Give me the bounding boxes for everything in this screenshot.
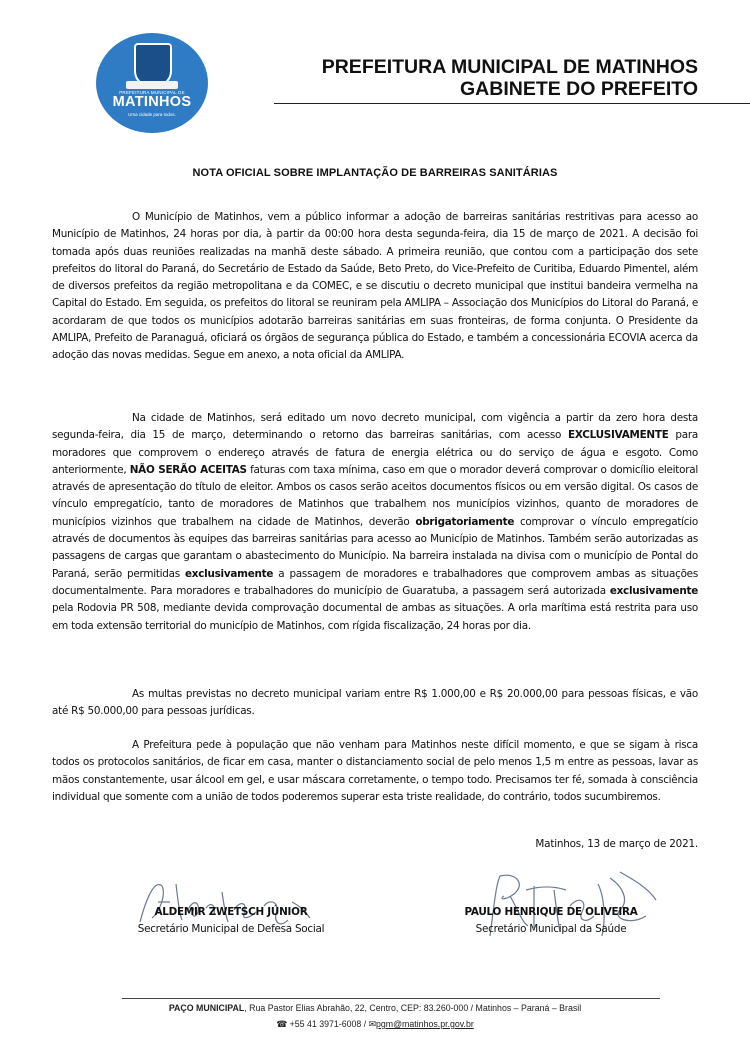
footer-divider bbox=[122, 998, 660, 999]
logo-name: MATINHOS bbox=[112, 94, 192, 110]
paragraph-2 bbox=[52, 410, 698, 635]
p2-bold-exclusivamente-2: exclusivamente bbox=[185, 567, 274, 580]
signer-name: ALDEMIR ZWETSCH JÚNIOR bbox=[154, 906, 308, 918]
signer-role: Secretário Municipal da Saúde bbox=[475, 923, 627, 935]
footer-place: PAÇO MUNICIPAL bbox=[168, 1003, 245, 1013]
ribbon-icon bbox=[126, 81, 178, 89]
p2-text-i: a passagem de moradores e trabalhadores que comprovem ambas as situações documentalmente. Para moradores e trabalhadores do município de Guaratuba, a passagem será autorizada bbox=[52, 567, 698, 597]
footer-address bbox=[52, 1003, 698, 1013]
p2-text-a: Na cidade de Matinhos, será editado um novo decreto municipal, com vigência a partir da zero hora desta segunda-feira, dia 15 de março, determinando o retorno das barreiras sanitárias, com acesso bbox=[52, 412, 698, 442]
envelope-icon: ✉ bbox=[368, 1019, 377, 1029]
signer-name: PAULO HENRIQUE DE OLIVEIRA bbox=[464, 906, 638, 918]
footer-phone: +55 41 3971-6008 / bbox=[289, 1019, 367, 1029]
municipality-logo bbox=[96, 33, 208, 133]
signature-block-right bbox=[420, 904, 682, 938]
p2-text-e: faturas com taxa mínima, caso em que o morador deverá comprovar o domicílio eleitoral através de apresentação do título de eleitor. Ambos os casos serão aceitos documentos físicos ou em versão digital. Os casos de vínculo empregatício, tanto de moradores de Matinhos que trabalhem nos municípios vizinhos, quanto de moradores de municípios vizinhos que trabalhem na cidade de Matinhos, deverão bbox=[52, 463, 698, 528]
p2-bold-exclusivamente: EXCLUSIVAMENTE bbox=[567, 429, 669, 442]
p2-bold-obrigatoriamente: obrigatoriamente bbox=[415, 515, 515, 528]
p2-bold-exclusivamente-3: exclusivamente bbox=[609, 584, 698, 597]
paragraph-1: O Município de Matinhos, vem a público informar a adoção de barreiras sanitárias restritivas para acesso ao Município de Matinhos, 24 horas por dia, à partir da 00:00 hora desta segunda-feira, dia 15 de março de 2021. A decisão foi tomada após duas reuniões realizadas na manhã deste sábado. A primeira reunião, que contou com a participação dos sete prefeitos do litoral do Paraná, do Secretário de Estado da Saúde, Beto Preto, do Vice-Prefeito de Curitiba, Eduardo Pimentel, além de diversos prefeitos da região metropolitana e da COMEC, e se discutiu o decreto municipal que institui bandeira vermelha na Capital do Estado. Em seguida, os prefeitos do litoral se reuniram pela AMLIPA – Associação dos Municípios do Litoral do Paraná, e acordaram de que todos os municípios adotarão barreiras sanitárias em suas fronteiras, de forma conjunta. O Presidente da AMLIPA, Prefeito de Paranaguá, oficiará os órgãos de segurança pública do Estado, e também a concessionária ECOVIA acerca da adoção das novas medidas. Segue em anexo, a nota oficial da AMLIPA. bbox=[52, 211, 698, 362]
letterhead bbox=[322, 56, 698, 100]
logo-slogan: Uma cidade para todos. bbox=[128, 112, 176, 117]
p2-text-k: pela Rodovia PR 508, mediante devida comprovação documental de ambas as situações. A orla marítima está restrita para uso em toda extensão territorial do município de Matinhos, com rígida fiscalização, 24 horas por dia. bbox=[52, 602, 698, 632]
signature-block-left bbox=[100, 904, 362, 938]
p2-bold-nao-serao-aceitas: NÃO SERÃO ACEITAS bbox=[129, 463, 247, 476]
letterhead-line1: PREFEITURA MUNICIPAL DE MATINHOS bbox=[321, 56, 698, 78]
phone-icon: ☎ bbox=[276, 1019, 288, 1029]
document-title: NOTA OFICIAL SOBRE IMPLANTAÇÃO DE BARREIRAS SANITÁRIAS bbox=[192, 167, 558, 179]
header-divider bbox=[274, 103, 750, 104]
letterhead-line2: GABINETE DO PREFEITO bbox=[460, 78, 698, 100]
footer-address-text: , Rua Pastor Elias Abrahão, 22, Centro, CEP: 83.260-000 / Matinhos – Paraná – Brasil bbox=[244, 1003, 582, 1013]
paragraph-3: As multas previstas no decreto municipal variam entre R$ 1.000,00 e R$ 20.000,00 para pessoas físicas, e vão até R$ 50.000,00 para pessoas jurídicas. bbox=[52, 688, 698, 718]
p2-text-g: comprovar o vínculo empregatício através de documentos às equipes das barreiras sanitárias para acesso ao Município de Matinhos. Também serão autorizadas as passagens de cargas que garantam o abastecimento do Município. Na barreira instalada na divisa com o município de Pontal do Paraná, serão permitidas bbox=[52, 515, 699, 580]
signer-role: Secretário Municipal de Defesa Social bbox=[137, 923, 325, 935]
footer-email-link[interactable]: pgm@matinhos.pr.gov.br bbox=[376, 1019, 474, 1029]
logo-small-text: PREFEITURA MUNICIPAL DE bbox=[119, 90, 185, 95]
paragraph-4: A Prefeitura pede à população que não venham para Matinhos neste difícil momento, e que se sigam à risca todos os protocolos sanitários, de ficar em casa, manter o distanciamento social de pelo menos 1,5 m entre as pessoas, lavar as mãos constantemente, usar álcool em gel, e usar máscara corretamente, o tempo todo. Precisamos ter fé, somada à consciência individual que somente com a união de todos poderemos superar esta triste realidade, do contrário, todos sucumbiremos. bbox=[52, 739, 698, 803]
document-date: Matinhos, 13 de março de 2021. bbox=[535, 838, 698, 850]
footer-contact bbox=[52, 1019, 698, 1030]
p2-text-c: para moradores que comprovem o endereço através de fatura de energia elétrica ou do serviço de água e esgoto. Como anteriormente, bbox=[52, 429, 699, 476]
